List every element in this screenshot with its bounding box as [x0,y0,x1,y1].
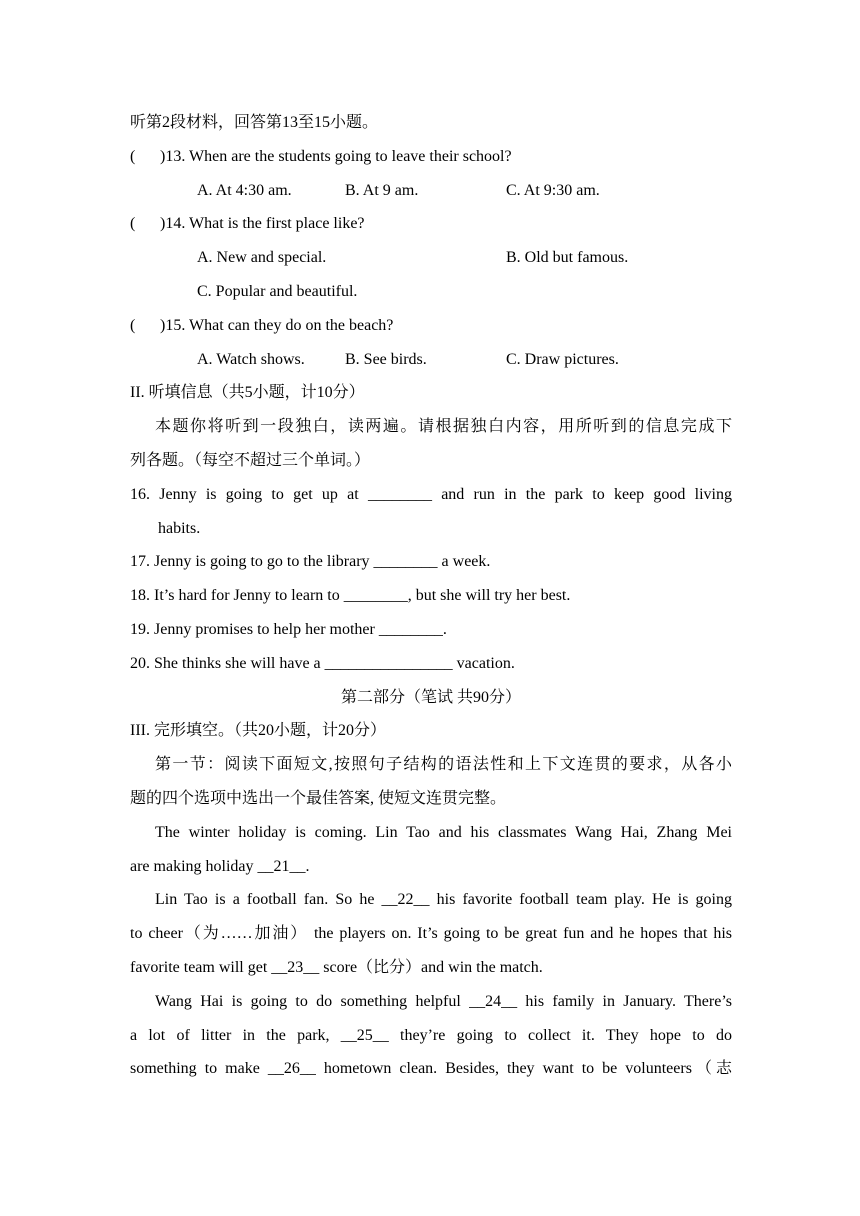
question-13 [130,140,732,174]
option-a: A. At 4:30 am. [197,181,292,199]
section-intro: 听第2段材料，回答第13至15小题。 [130,114,379,131]
part3-heading: III. 完形填空。（共20小题，计20分） [130,722,386,740]
part3-instructions-line2: 题的四个选项中选出一个最佳答案, 使短文连贯完整。 [130,789,507,807]
part3-instructions-line1: 第一节：阅读下面短文,按照句子结构的语法性和上下文连贯的要求，从各小 [155,756,732,774]
passage-line: Lin Tao is a football fan. So he __22__ his favorite football team play. He is going [155,891,732,909]
passage-line: The winter holiday is coming. Lin Tao and his classmates Wang Hai, Zhang Mei [155,823,732,841]
written-part-title: 第二部分（笔试 共90分） [340,688,521,706]
option-a: A. New and special. [197,249,327,267]
question-text: )13. When are the students going to leave their school? [160,147,512,165]
question-13-options [130,174,732,208]
item-19: 19. Jenny promises to help her mother ________. [130,620,447,638]
part2-heading: II. 听填信息（共5小题，计10分） [130,384,365,402]
passage-line: something to make __26__ hometown clean. Besides, they want to be volunteers（志 [130,1060,732,1078]
document-page [130,106,732,1086]
passage-line: favorite team will get __23__ score（比分）and win the match. [130,958,543,976]
option-b: B. At 9 am. [345,181,419,199]
question-14 [130,207,732,241]
item-20: 20. She thinks she will have a ________________ vacation. [130,654,515,672]
question-15 [130,309,732,343]
answer-paren[interactable]: ( [130,215,136,233]
option-c: C. Popular and beautiful. [197,282,358,300]
question-14-options-row2 [130,275,732,309]
passage-line: a lot of litter in the park, __25__ they’re going to collect it. They hope to do [130,1026,732,1044]
item-16: 16. Jenny is going to get up at ________ and run in the park to keep good living [130,485,732,503]
question-15-options [130,343,732,377]
passage-line: are making holiday __21__. [130,857,310,875]
answer-paren[interactable]: ( [130,316,136,334]
question-text: )14. What is the first place like? [160,215,365,233]
option-c: C. Draw pictures. [506,350,619,368]
item-17: 17. Jenny is going to go to the library ________ a week. [130,553,491,571]
question-14-options-row1 [130,241,732,275]
answer-paren[interactable]: ( [130,147,136,165]
option-b: B. Old but famous. [506,249,629,267]
passage-line: to cheer（为……加油） the players on. It’s going to be great fun and he hopes that his [130,925,732,943]
part2-instructions-line2: 列各题。（每空不超过三个单词。） [130,451,371,469]
option-a: A. Watch shows. [197,350,305,368]
question-text: )15. What can they do on the beach? [160,316,394,334]
item-18: 18. It’s hard for Jenny to learn to ________, but she will try her best. [130,587,571,605]
option-b: B. See birds. [345,350,427,368]
passage-line: Wang Hai is going to do something helpful __24__ his family in January. There’s [155,992,732,1010]
item-16-cont: habits. [158,519,201,537]
option-c: C. At 9:30 am. [506,181,600,199]
part2-instructions-line1: 本题你将听到一段独白，读两遍。请根据独白内容，用所听到的信息完成下 [155,418,732,436]
